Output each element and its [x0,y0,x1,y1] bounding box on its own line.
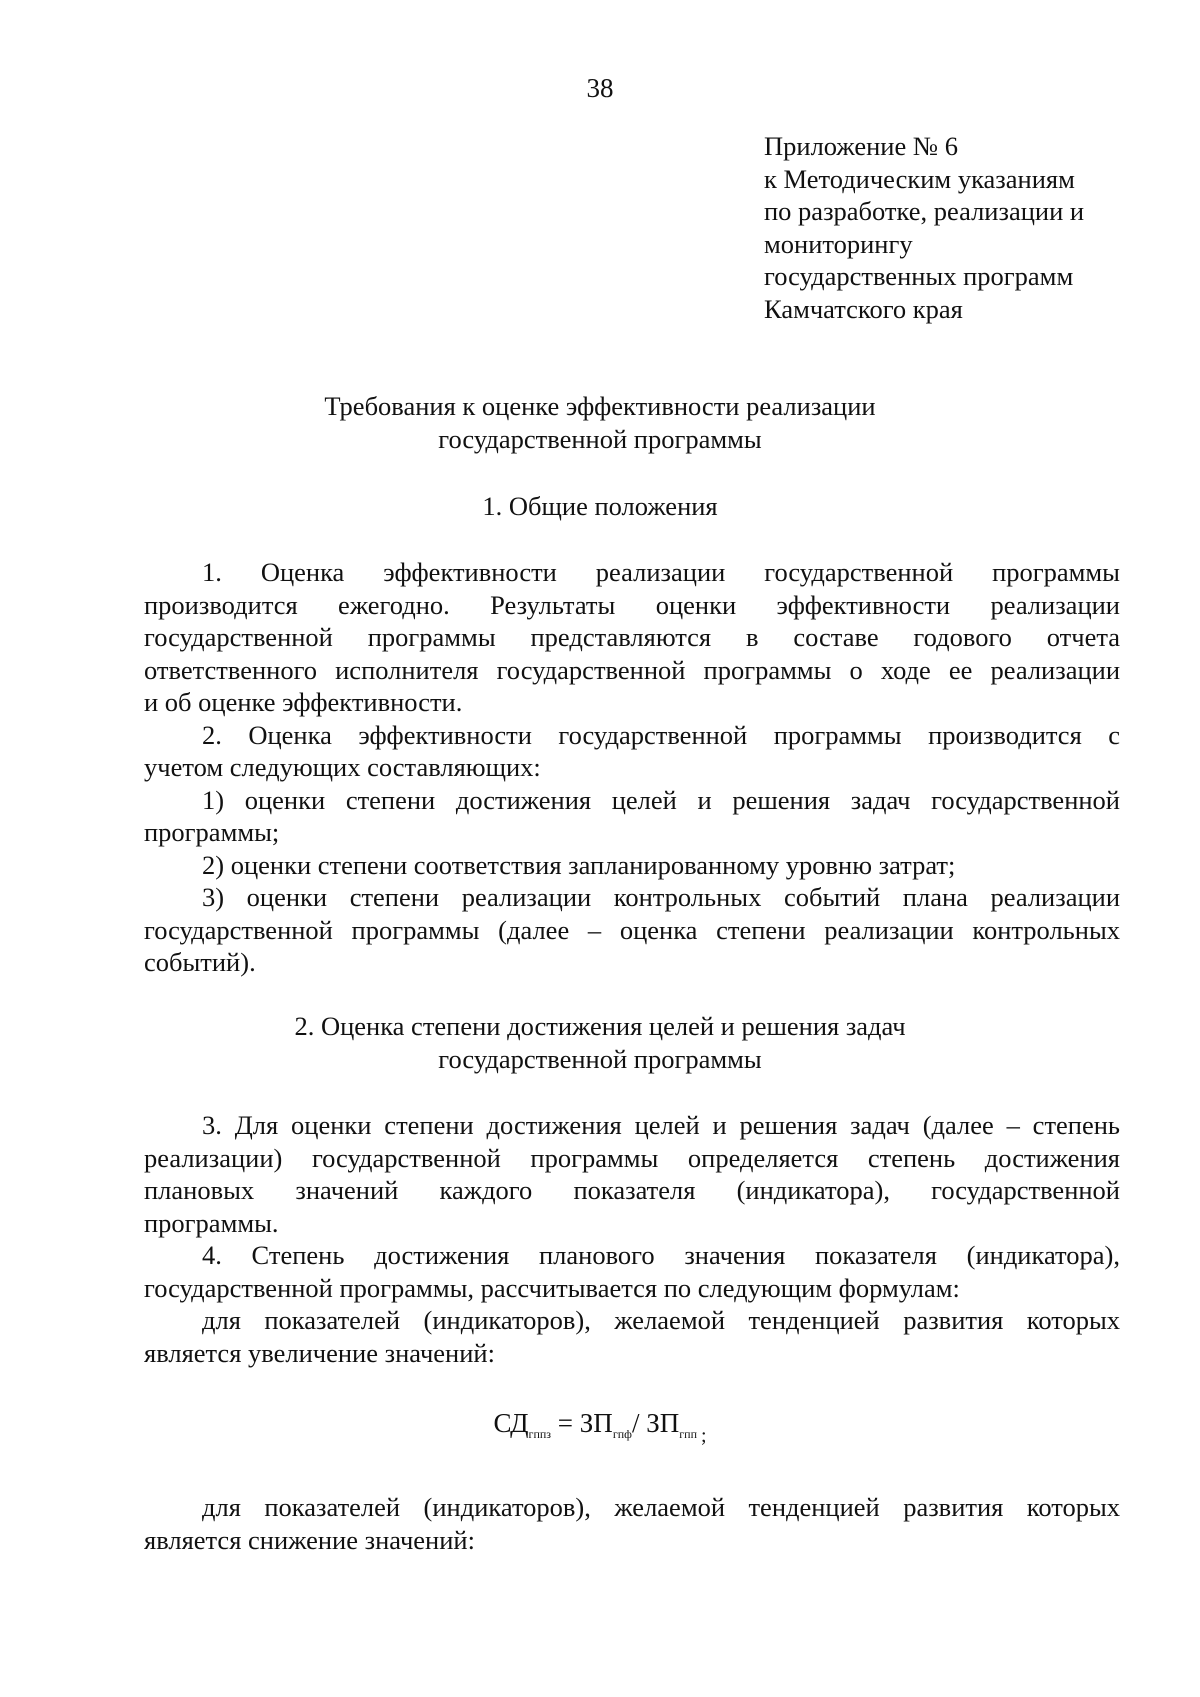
formula-increase [0,1405,1200,1454]
paragraph-line: и об оценке эффективности. [144,687,463,717]
paragraph-line: 3. Для оценки степени достижения целей и решения задач (далее – степень [202,1110,1120,1140]
formula-numerator: ЗП [579,1408,613,1438]
paragraph-line: государственной программы представляются в составе годового отчета [144,622,1120,652]
paragraph-line: является увеличение значений: [144,1337,495,1368]
paragraph-3 [144,1109,1120,1239]
paragraph-1 [144,556,1120,719]
paragraph-5 [144,1304,1120,1369]
paragraph-line: производится ежегодно. Результаты оценки эффективности реализации [144,589,1120,620]
section-2-heading [0,1010,1200,1075]
appendix-line: к Методическим указаниям [764,163,1075,194]
paragraph-line: 3) оценки степени реализации контрольных событий плана реализации [202,882,1120,912]
section-1-heading: 1. Общие положения [482,491,718,521]
paragraph-line: 2. Оценка эффективности государственной программы производится с [202,719,1120,750]
list-item-2 [144,849,1120,882]
title-line: государственной программы [438,423,762,454]
paragraph-4 [144,1239,1120,1304]
paragraph-line: реализации) государственной программы определяется степень достижения [144,1142,1120,1173]
paragraph-line: 2) оценки степени соответствия запланированному уровню затрат; [202,849,956,880]
paragraph-line: государственной программы, рассчитывается по следующим формулам: [144,1272,960,1303]
paragraph-line: учетом следующих составляющих: [144,752,541,782]
appendix-line: мониторингу [764,228,913,259]
appendix-line: по разработке, реализации и [764,196,1085,226]
heading-line: 2. Оценка степени достижения целей и решения задач [294,1011,906,1041]
paragraph-line: 1) оценки степени достижения целей и решения задач государственной [202,784,1120,815]
paragraph-line: ответственного исполнителя государственной программы о ходе ее реализации [144,654,1120,685]
paragraph-2 [144,719,1120,784]
formula-semicolon: ; [701,1425,707,1447]
paragraph-line: плановых значений каждого показателя (индикатора), государственной [144,1175,1120,1205]
appendix-block [764,130,1164,325]
formula-denominator: ЗП [646,1408,680,1438]
formula-numerator-subscript: гпф [612,1427,632,1441]
paragraph-6 [144,1491,1120,1556]
paragraph-line: является снижение значений: [144,1524,475,1555]
page-number: 38 [586,73,614,103]
document-title [0,390,1200,455]
paragraph-line: событий). [144,947,256,977]
appendix-line: государственных программ [764,261,1074,291]
formula-division: / [631,1408,640,1438]
appendix-line: Приложение № 6 [764,131,959,161]
title-line: Требования к оценке эффективности реализации [324,391,876,421]
paragraph-line: государственной программы (далее – оценка степени реализации контрольных [144,914,1120,945]
list-item-1 [144,784,1120,849]
formula-lhs-subscript: гппз [528,1427,552,1441]
formula-denominator-subscript: гпп [679,1427,697,1441]
formula-equals: = [557,1408,574,1438]
paragraph-line: программы. [144,1207,279,1238]
paragraph-line: для показателей (индикаторов), желаемой тенденцией развития которых [202,1492,1120,1522]
list-item-3 [144,881,1120,979]
paragraph-line: программы; [144,817,280,847]
formula-lhs: СД [493,1408,529,1438]
paragraph-line: 1. Оценка эффективности реализации государственной программы [202,557,1120,587]
appendix-line: Камчатского края [764,293,963,324]
heading-line: государственной программы [438,1043,762,1074]
paragraph-line: для показателей (индикаторов), желаемой тенденцией развития которых [202,1305,1120,1335]
paragraph-line: 4. Степень достижения планового значения показателя (индикатора), [202,1240,1120,1270]
